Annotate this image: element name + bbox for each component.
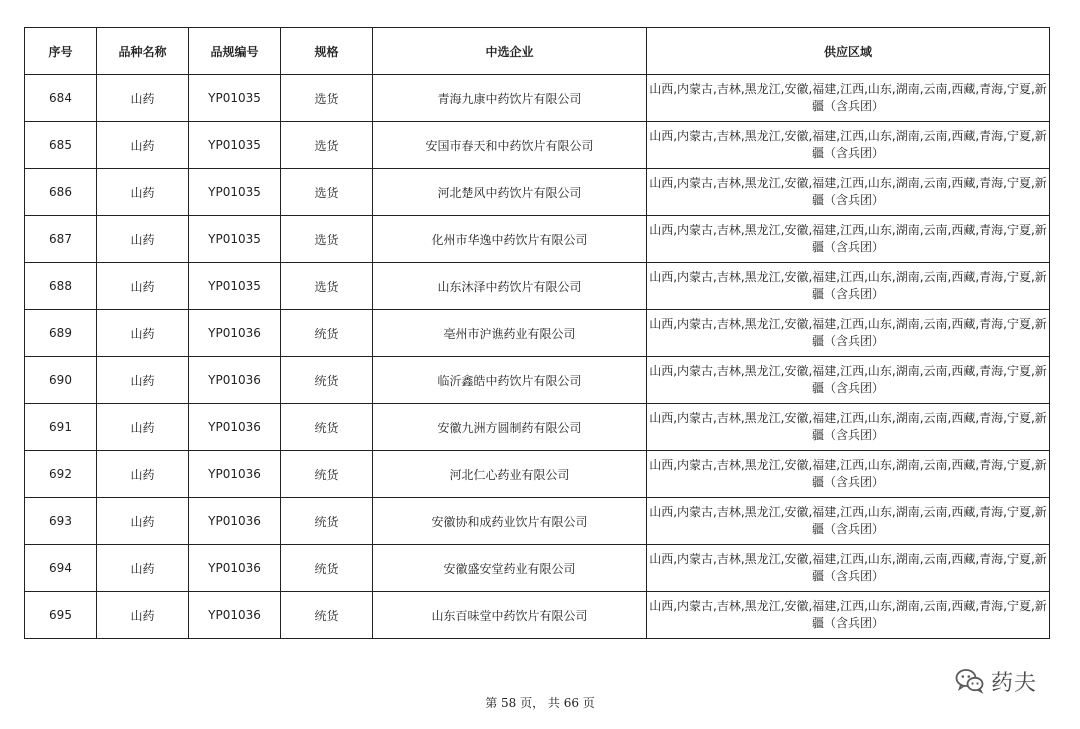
cell-region: 山西,内蒙古,吉林,黑龙江,安徽,福建,江西,山东,湖南,云南,西藏,青海,宁夏,新疆（含兵团） — [647, 357, 1050, 404]
cell-code: YP01036 — [189, 310, 281, 357]
cell-variety: 山药 — [97, 216, 189, 263]
cell-region: 山西,内蒙古,吉林,黑龙江,安徽,福建,江西,山东,湖南,云南,西藏,青海,宁夏,新疆（含兵团） — [647, 310, 1050, 357]
cell-seq: 687 — [25, 216, 97, 263]
cell-variety: 山药 — [97, 75, 189, 122]
cell-region: 山西,内蒙古,吉林,黑龙江,安徽,福建,江西,山东,湖南,云南,西藏,青海,宁夏,新疆（含兵团） — [647, 169, 1050, 216]
cell-seq: 688 — [25, 263, 97, 310]
cell-company: 山东百味堂中药饮片有限公司 — [373, 592, 647, 639]
cell-seq: 686 — [25, 169, 97, 216]
cell-company: 安徽九洲方圆制药有限公司 — [373, 404, 647, 451]
cell-spec: 统货 — [281, 357, 373, 404]
table-row — [25, 357, 1050, 404]
cell-code: YP01036 — [189, 498, 281, 545]
cell-code: YP01035 — [189, 216, 281, 263]
cell-variety: 山药 — [97, 592, 189, 639]
cell-spec: 选货 — [281, 169, 373, 216]
cell-spec: 统货 — [281, 545, 373, 592]
table-row — [25, 75, 1050, 122]
cell-code: YP01036 — [189, 545, 281, 592]
cell-code: YP01035 — [189, 169, 281, 216]
cell-seq: 690 — [25, 357, 97, 404]
cell-spec: 统货 — [281, 592, 373, 639]
table-row — [25, 216, 1050, 263]
table-row — [25, 310, 1050, 357]
table-row — [25, 169, 1050, 216]
cell-code: YP01036 — [189, 404, 281, 451]
cell-spec: 选货 — [281, 263, 373, 310]
wechat-icon — [955, 668, 985, 694]
cell-region: 山西,内蒙古,吉林,黑龙江,安徽,福建,江西,山东,湖南,云南,西藏,青海,宁夏,新疆（含兵团） — [647, 75, 1050, 122]
cell-company: 化州市华逸中药饮片有限公司 — [373, 216, 647, 263]
cell-company: 河北仁心药业有限公司 — [373, 451, 647, 498]
header-variety: 品种名称 — [97, 28, 189, 75]
cell-variety: 山药 — [97, 310, 189, 357]
cell-region: 山西,内蒙古,吉林,黑龙江,安徽,福建,江西,山东,湖南,云南,西藏,青海,宁夏,新疆（含兵团） — [647, 451, 1050, 498]
header-region: 供应区域 — [647, 28, 1050, 75]
cell-region: 山西,内蒙古,吉林,黑龙江,安徽,福建,江西,山东,湖南,云南,西藏,青海,宁夏,新疆（含兵团） — [647, 545, 1050, 592]
cell-company: 安国市春天和中药饮片有限公司 — [373, 122, 647, 169]
cell-seq: 691 — [25, 404, 97, 451]
cell-region: 山西,内蒙古,吉林,黑龙江,安徽,福建,江西,山东,湖南,云南,西藏,青海,宁夏,新疆（含兵团） — [647, 122, 1050, 169]
table-row — [25, 451, 1050, 498]
cell-variety: 山药 — [97, 451, 189, 498]
cell-code: YP01035 — [189, 122, 281, 169]
header-company: 中选企业 — [373, 28, 647, 75]
cell-code: YP01036 — [189, 357, 281, 404]
cell-code: YP01036 — [189, 592, 281, 639]
cell-region: 山西,内蒙古,吉林,黑龙江,安徽,福建,江西,山东,湖南,云南,西藏,青海,宁夏,新疆（含兵团） — [647, 592, 1050, 639]
table-row — [25, 263, 1050, 310]
table-row — [25, 404, 1050, 451]
header-code: 品规编号 — [189, 28, 281, 75]
cell-company: 山东沐泽中药饮片有限公司 — [373, 263, 647, 310]
page-number: 第 58 页， 共 66 页 — [485, 696, 595, 710]
cell-seq: 689 — [25, 310, 97, 357]
cell-spec: 选货 — [281, 122, 373, 169]
cell-spec: 选货 — [281, 75, 373, 122]
cell-seq: 685 — [25, 122, 97, 169]
table-header-row — [25, 28, 1050, 75]
cell-region: 山西,内蒙古,吉林,黑龙江,安徽,福建,江西,山东,湖南,云南,西藏,青海,宁夏,新疆（含兵团） — [647, 263, 1050, 310]
watermark — [955, 665, 1037, 697]
cell-variety: 山药 — [97, 357, 189, 404]
cell-variety: 山药 — [97, 122, 189, 169]
cell-region: 山西,内蒙古,吉林,黑龙江,安徽,福建,江西,山东,湖南,云南,西藏,青海,宁夏,新疆（含兵团） — [647, 404, 1050, 451]
cell-variety: 山药 — [97, 263, 189, 310]
cell-seq: 693 — [25, 498, 97, 545]
table-row — [25, 122, 1050, 169]
table-row — [25, 545, 1050, 592]
cell-spec: 统货 — [281, 310, 373, 357]
results-table — [24, 27, 1050, 639]
cell-seq: 695 — [25, 592, 97, 639]
cell-region: 山西,内蒙古,吉林,黑龙江,安徽,福建,江西,山东,湖南,云南,西藏,青海,宁夏,新疆（含兵团） — [647, 498, 1050, 545]
cell-company: 青海九康中药饮片有限公司 — [373, 75, 647, 122]
cell-code: YP01035 — [189, 263, 281, 310]
cell-spec: 统货 — [281, 404, 373, 451]
cell-variety: 山药 — [97, 498, 189, 545]
watermark-text: 药夫 — [991, 670, 1038, 696]
table-row — [25, 592, 1050, 639]
table-row — [25, 498, 1050, 545]
cell-code: YP01036 — [189, 451, 281, 498]
cell-company: 安徽协和成药业饮片有限公司 — [373, 498, 647, 545]
cell-seq: 684 — [25, 75, 97, 122]
cell-variety: 山药 — [97, 169, 189, 216]
cell-variety: 山药 — [97, 545, 189, 592]
header-seq: 序号 — [25, 28, 97, 75]
cell-variety: 山药 — [97, 404, 189, 451]
cell-company: 亳州市沪谯药业有限公司 — [373, 310, 647, 357]
cell-code: YP01035 — [189, 75, 281, 122]
cell-company: 安徽盛安堂药业有限公司 — [373, 545, 647, 592]
cell-spec: 选货 — [281, 216, 373, 263]
cell-region: 山西,内蒙古,吉林,黑龙江,安徽,福建,江西,山东,湖南,云南,西藏,青海,宁夏,新疆（含兵团） — [647, 216, 1050, 263]
cell-spec: 统货 — [281, 498, 373, 545]
cell-company: 河北楚风中药饮片有限公司 — [373, 169, 647, 216]
cell-spec: 统货 — [281, 451, 373, 498]
cell-seq: 692 — [25, 451, 97, 498]
cell-seq: 694 — [25, 545, 97, 592]
header-spec: 规格 — [281, 28, 373, 75]
cell-company: 临沂鑫皓中药饮片有限公司 — [373, 357, 647, 404]
